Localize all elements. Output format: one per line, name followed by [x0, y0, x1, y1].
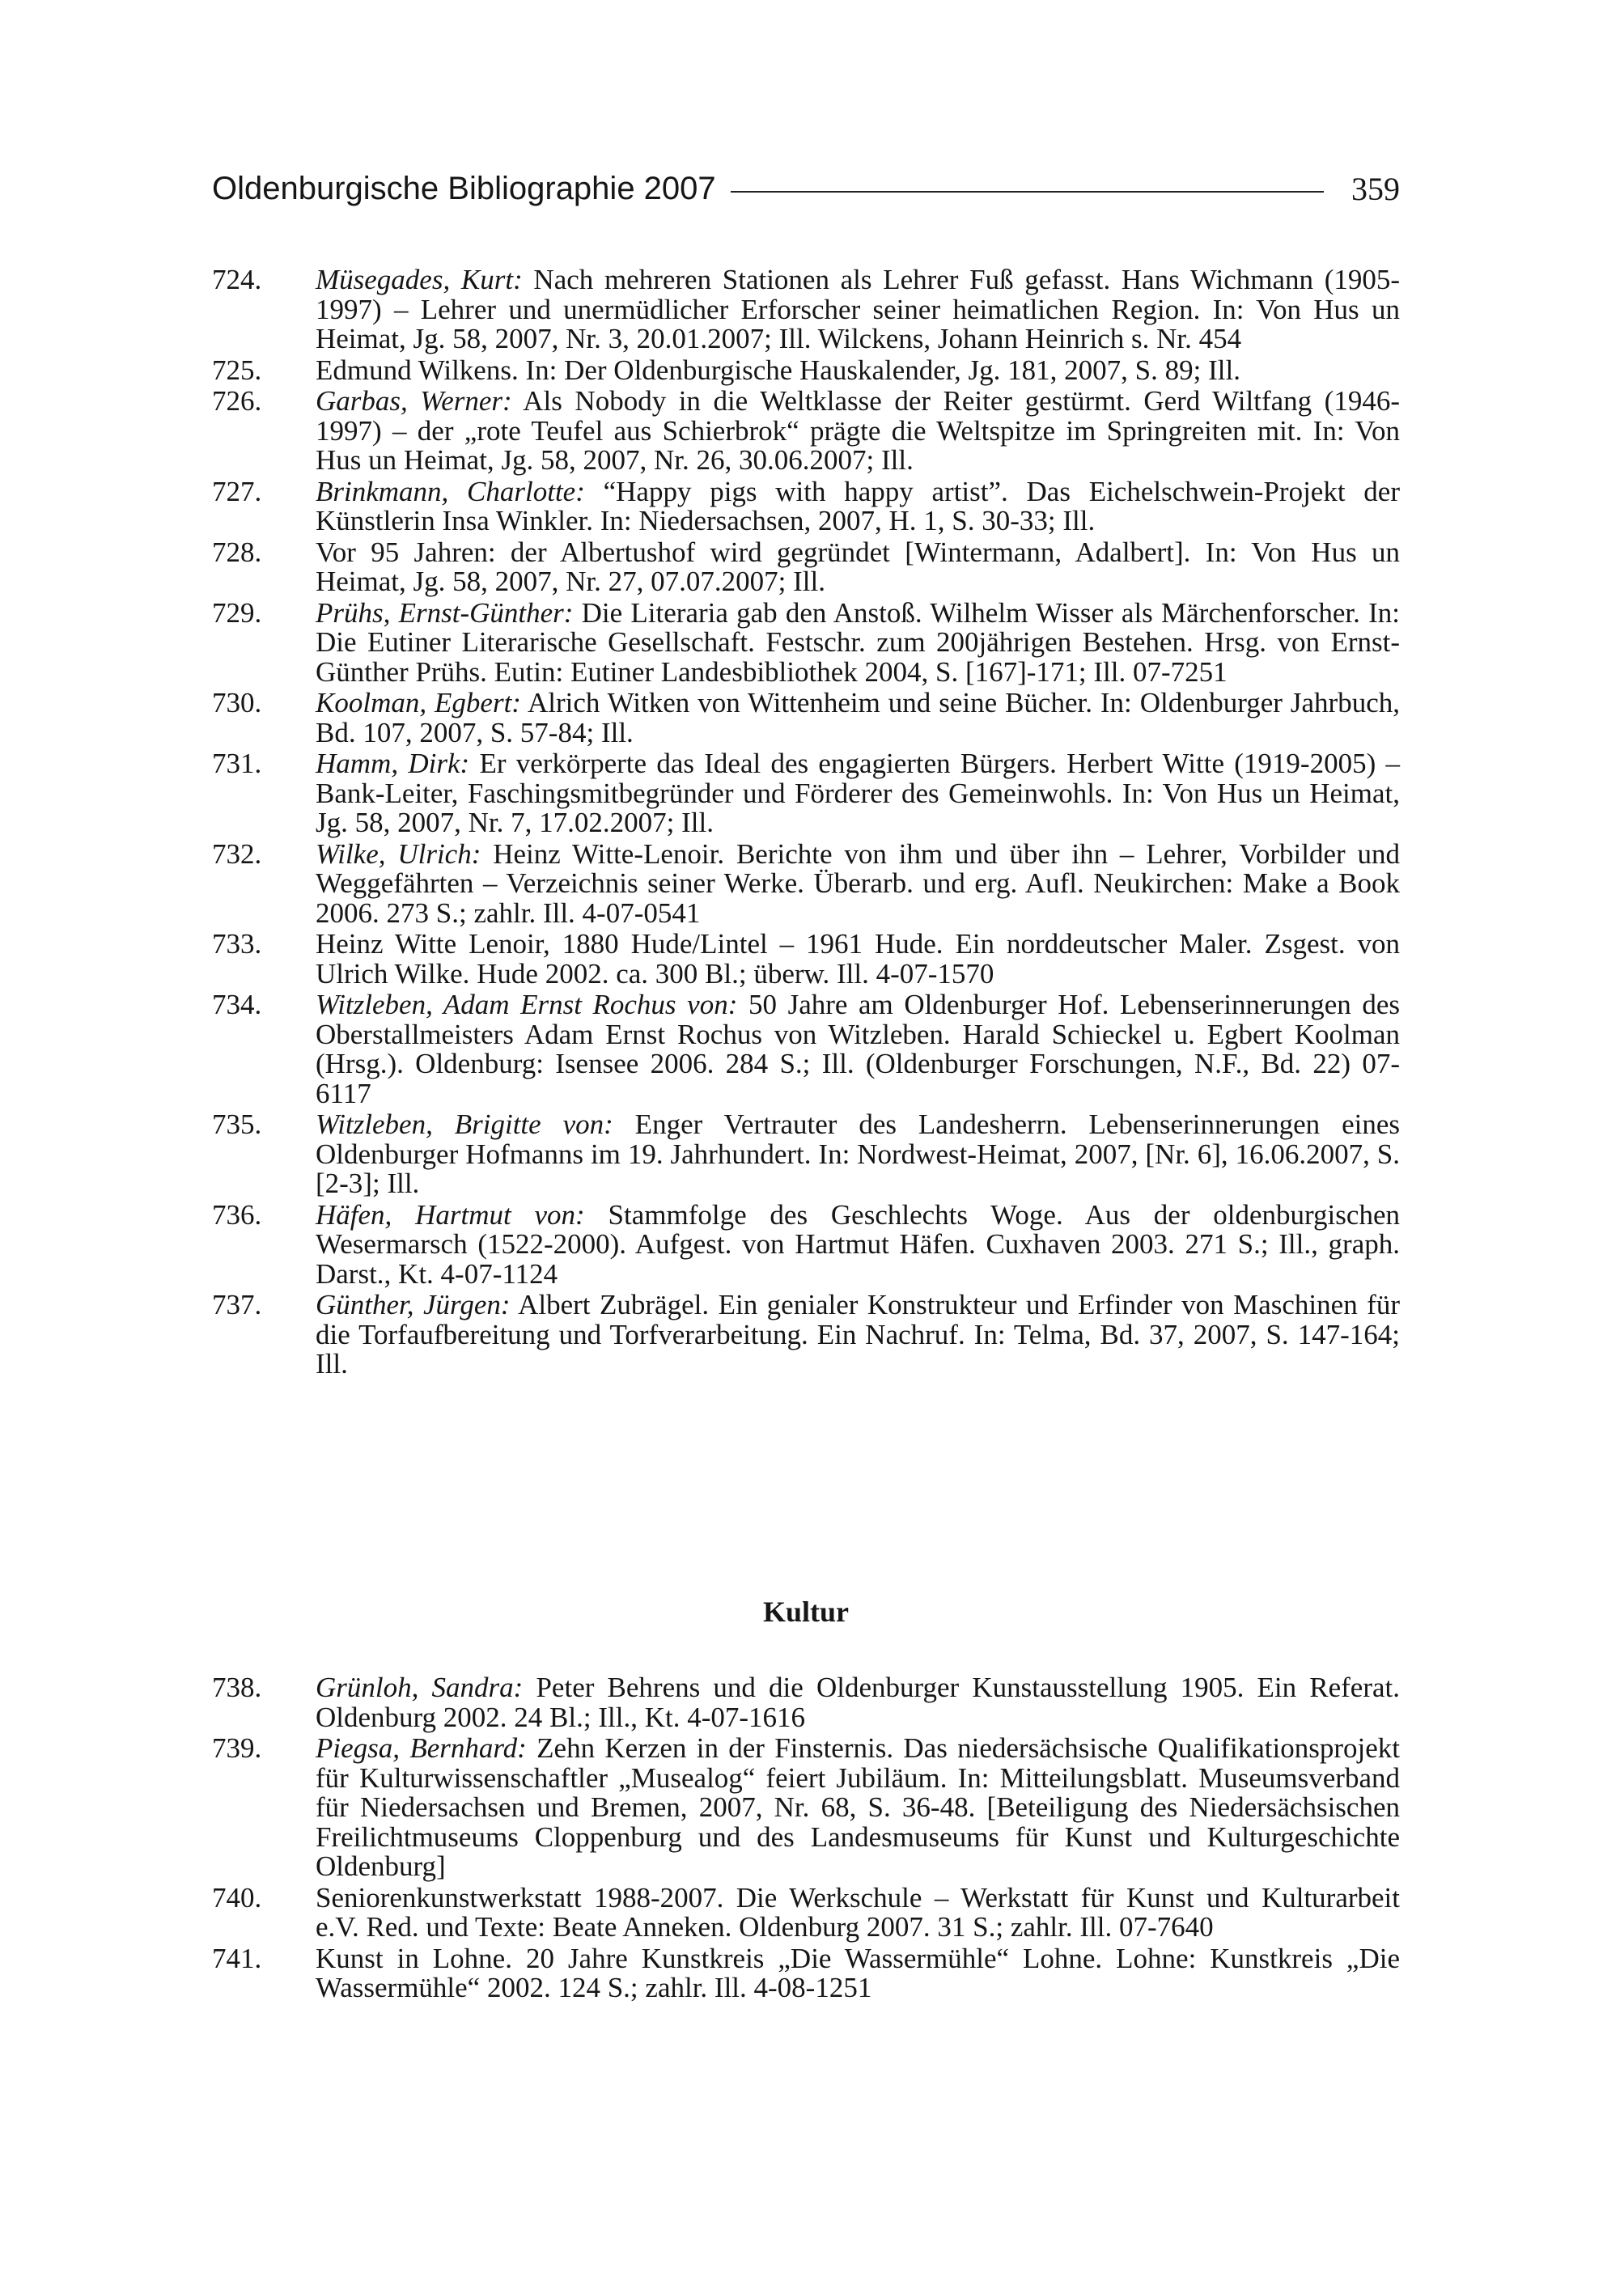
entry-text: Alrich Witken von Wittenheim und seine Bücher. In: Oldenburger Jahrbuch, Bd. 107, 2007, S. 57-84; Ill. — [316, 687, 1400, 748]
entry-number: 735. — [212, 1108, 262, 1140]
entry-author: Müsegades, Kurt: — [316, 264, 523, 295]
entry-body — [316, 1198, 1400, 1290]
entry-body — [316, 538, 1400, 597]
bibliography-list-main — [212, 265, 1400, 1381]
entry-body — [316, 265, 1400, 354]
bibliography-entry — [212, 1881, 1400, 1943]
bibliography-entry — [212, 265, 1400, 354]
entry-number: 736. — [212, 1198, 262, 1231]
bibliography-entry — [212, 689, 1400, 748]
bibliography-entry — [212, 1198, 1400, 1290]
header-rule — [731, 191, 1324, 193]
entry-author: Garbas, Werner: — [316, 385, 512, 417]
entry-author: Grünloh, Sandra: — [316, 1672, 524, 1703]
entry-text: Als Nobody in die Weltklasse der Reiter gestürmt. Gerd Wiltfang (1946-1997) – der „rote Teufel aus Schierbrok“ prägte die Weltspitze im Springreiten mit. In: Von Hus un Heimat, Jg. 58, 2007, Nr. 26, 30.06.2007; Ill. — [316, 385, 1400, 476]
bibliography-entry — [212, 356, 1400, 386]
entry-body — [316, 1944, 1400, 2003]
bibliography-entry — [212, 930, 1400, 989]
entry-text: Die Literaria gab den Anstoß. Wilhelm Wisser als Märchenforscher. In: Die Eutiner Literarische Gesellschaft. Festschr. zum 200jährigen Bestehen. Hrsg. von Ernst-Günther Prühs. Eutin: Eutiner Landesbibliothek 2004, S. [167]-171; Ill. 07-7251 — [316, 596, 1400, 688]
entry-author: Witzleben, Adam Ernst Rochus von: — [316, 989, 738, 1020]
entry-body — [316, 990, 1400, 1108]
entry-number: 731. — [212, 748, 262, 779]
entry-text: Edmund Wilkens. In: Der Oldenburgische Hauskalender, Jg. 181, 2007, S. 89; Ill. — [316, 354, 1240, 386]
entry-number: 724. — [212, 264, 262, 295]
entry-number: 740. — [212, 1881, 262, 1914]
running-title: Oldenburgische Bibliographie 2007 — [212, 170, 716, 206]
entry-author: Witzleben, Brigitte von: — [316, 1108, 613, 1140]
entry-number: 729. — [212, 596, 262, 629]
entry-text: Er verkörperte das Ideal des engagierten Bürgers. Herbert Witte (1919-2005) – Bank-Leiter, Faschingsmitbegründer und Förderer des Gemeinwohls. In: Von Hus un Heimat, Jg. 58, 2007, Nr. 7, 17.02.2007; Ill. — [316, 748, 1401, 838]
bibliography-entry — [212, 538, 1400, 597]
entry-body — [316, 749, 1400, 838]
entry-author: Wilke, Ulrich: — [316, 837, 481, 870]
entry-text: “Happy pigs with happy artist”. Das Eichelschwein-Projekt der Künstlerin Insa Winkler. In: Niedersachsen, 2007, H. 1, S. 30-33; Ill. — [316, 475, 1400, 536]
entry-body — [316, 837, 1400, 929]
entry-author: Prühs, Ernst-Günther: — [316, 596, 574, 629]
bibliography-entry — [212, 990, 1400, 1108]
entry-author: Günther, Jürgen: — [316, 1289, 511, 1320]
bibliography-entry — [212, 837, 1400, 929]
entry-number: 733. — [212, 928, 262, 960]
entry-author: Brinkmann, Charlotte: — [316, 475, 585, 507]
entry-body — [316, 1291, 1400, 1380]
section-heading: Kultur — [762, 1596, 849, 1628]
entry-text: Nach mehreren Stationen als Lehrer Fuß gefasst. Hans Wichmann (1905-1997) – Lehrer und unermüdlicher Erforscher seiner heimatlichen Region. In: Von Hus un Heimat, Jg. 58, 2007, Nr. 3, 20.01.2007; Ill. Wilckens, Johann Heinrich s. Nr. 454 — [316, 264, 1401, 354]
entry-text: 50 Jahre am Oldenburger Hof. Lebenserinnerungen des Oberstallmeisters Adam Ernst Rochus von Witzleben. Harald Schieckel u. Egbert Koolman (Hrsg.). Oldenburg: Isensee 2006. 284 S.; Ill. (Oldenburger Forschungen, N.F., Bd. 22) 07-6117 — [316, 989, 1400, 1109]
bibliography-entry — [212, 1110, 1400, 1199]
entry-number: 726. — [212, 385, 262, 417]
entry-body — [316, 477, 1400, 536]
bibliography-list-kultur — [212, 1673, 1400, 2005]
entry-author: Hamm, Dirk: — [316, 748, 470, 779]
entry-text: Stammfolge des Geschlechts Woge. Aus der oldenburgischen Wesermarsch (1522-2000). Aufgest. von Hartmut Häfen. Cuxhaven 2003. 271 S.; Ill., graph. Darst., Kt. 4-07-1124 — [316, 1198, 1400, 1290]
page-number: 359 — [1351, 170, 1400, 207]
entry-number: 732. — [212, 837, 262, 870]
entry-text: Kunst in Lohne. 20 Jahre Kunstkreis „Die Wassermühle“ Lohne. Lohne: Kunstkreis „Die Wassermühle“ 2002. 124 S.; zahlr. Ill. 4-08-1251 — [316, 1942, 1400, 2003]
entry-number: 737. — [212, 1289, 262, 1320]
entry-number: 738. — [212, 1672, 262, 1703]
entry-text: Seniorenkunstwerkstatt 1988-2007. Die Werkschule – Werkstatt für Kunst und Kulturarbeit e.V. Red. und Texte: Beate Anneken. Oldenburg 2007. 31 S.; zahlr. Ill. 07-7640 — [316, 1881, 1400, 1943]
bibliography-entry — [212, 1291, 1400, 1380]
bibliography-entry — [212, 387, 1400, 476]
bibliography-entry — [212, 749, 1400, 838]
bibliography-entry — [212, 477, 1400, 536]
entry-author: Koolman, Egbert: — [316, 687, 521, 718]
bibliography-entry — [212, 1944, 1400, 2003]
bibliography-entry — [212, 596, 1400, 688]
entry-author: Häfen, Hartmut von: — [316, 1198, 585, 1231]
entry-number: 730. — [212, 687, 262, 718]
running-header — [212, 166, 1400, 211]
entry-number: 741. — [212, 1942, 262, 1974]
entry-text: Heinz Witte Lenoir, 1880 Hude/Lintel – 1961 Hude. Ein norddeutscher Maler. Zsgest. von Ulrich Wilke. Hude 2002. ca. 300 Bl.; überw. Ill. 4-07-1570 — [316, 928, 1400, 990]
entry-number: 725. — [212, 354, 262, 386]
entry-body — [316, 387, 1400, 476]
entry-author: Piegsa, Bernhard: — [316, 1732, 527, 1764]
entry-number: 728. — [212, 536, 262, 568]
entry-body — [316, 930, 1400, 989]
entry-number: 727. — [212, 475, 262, 507]
entry-body — [316, 689, 1400, 748]
entry-text: Enger Vertrauter des Landesherrn. Lebenserinnerungen eines Oldenburger Hofmanns im 19. Jahrhundert. In: Nordwest-Heimat, 2007, [Nr. 6], 16.06.2007, S. [2-3]; Ill. — [316, 1108, 1401, 1199]
entry-body — [316, 1881, 1400, 1943]
entry-text: Zehn Kerzen in der Finsternis. Das niedersächsische Qualifikationsprojekt für Kulturwissenschaftler „Musealog“ feiert Jubiläum. In: Mitteilungsblatt. Museumsverband für Niedersachsen und Bremen, 2007, Nr. 68, S. 36-48. [Beteiligung des Niedersächsischen Freilichtmuseums Cloppenburg und des Landesmuseums für Kunst und Kulturgeschichte Oldenburg] — [316, 1732, 1400, 1882]
entry-body — [316, 1673, 1400, 1732]
entry-body — [316, 596, 1400, 688]
bibliography-entry — [212, 1673, 1400, 1732]
entry-number: 734. — [212, 989, 262, 1020]
entry-text: Heinz Witte-Lenoir. Berichte von ihm und über ihn – Lehrer, Vorbilder und Weggefährten – Verzeichnis seiner Werke. Überarb. und erg. Aufl. Neukirchen: Make a Book 2006. 273 S.; zahlr. Ill. 4-07-0541 — [316, 837, 1400, 929]
entry-text: Albert Zubrägel. Ein genialer Konstrukteur und Erfinder von Maschinen für die Torfaufbereitung und Torfverarbeitung. Ein Nachruf. In: Telma, Bd. 37, 2007, S. 147-164; Ill. — [316, 1289, 1400, 1380]
bibliography-entry — [212, 1734, 1400, 1882]
entry-number: 739. — [212, 1732, 262, 1764]
entry-body — [316, 1110, 1400, 1199]
entry-body — [316, 1734, 1400, 1882]
entry-text: Peter Behrens und die Oldenburger Kunstausstellung 1905. Ein Referat. Oldenburg 2002. 24 Bl.; Ill., Kt. 4-07-1616 — [316, 1672, 1400, 1733]
entry-body — [316, 356, 1400, 386]
entry-text: Vor 95 Jahren: der Albertushof wird gegründet [Wintermann, Adalbert]. In: Von Hus un Heimat, Jg. 58, 2007, Nr. 27, 07.07.2007; Ill. — [316, 536, 1400, 597]
